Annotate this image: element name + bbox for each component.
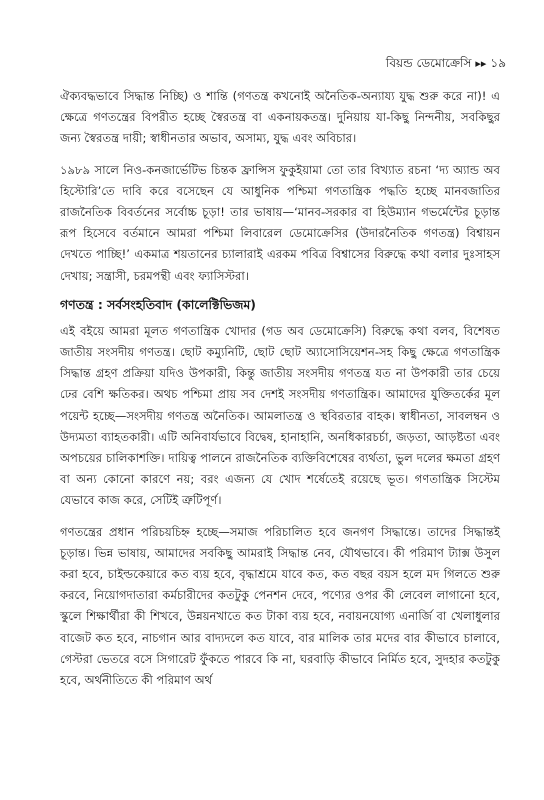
header-separator-icon: ▸▸ bbox=[475, 57, 487, 70]
header-book-title: বিয়ন্ড ডেমোক্রেসি bbox=[385, 56, 472, 70]
header-page-number: ১৯ bbox=[490, 56, 506, 70]
paragraph-1: ঐক্যবদ্ধভাবে সিদ্ধান্ত নিচ্ছি) ও শান্তি (গণতন্ত্র কখনোই অনৈতিক-অন্যায্য যুদ্ধ শুরু করে না)! এ ক্ষেত্রে গণতন্ত্রের বিপরীত হচ্ছে স্বৈরতন্ত্র বা একনায়কতন্ত্র। দুনিয়ায় যা-কিছু নিন্দনীয়, সবকিছুর জন্য স্বৈরতন্ত্র দায়ী; স্বাধীনতার অভাব, অসাম্য, যুদ্ধ এবং অবিচার। bbox=[60, 89, 500, 146]
paragraph-2: ১৯৮৯ সালে নিও-কনজার্ভেটিভ চিন্তক ফ্রান্সিস ফুকুইয়ামা তো তার বিখ্যাত রচনা ‘দ্য অ্যান্ড অব হিস্টোরি’তে দাবি করে বসেছেন যে আধুনিক পশ্চিমা গণতান্ত্রিক পদ্ধতি হচ্ছে মানবজাতির রাজনৈতিক বিবর্তনের সর্বোচ্চ চূড়া! তার ভাষায়—‘মানব-সরকার বা হিউম্যান গভর্মেন্টের চূড়ান্ত রূপ হিসেবে বর্তমানে আমরা পশ্চিমা লিবারেল ডেমোক্রেসির (উদারনৈতিক গণতন্ত্র) বিশ্বায়ন দেখতে পাচ্ছি!’ একমাত্র শয়তানের চ্যালারাই এরকম পবিত্র বিশ্বাসের বিরুদ্ধে কথা বলার দুঃসাহস দেখায়; সন্ত্রাসী, চরমপন্থী এবং ফ্যাসিস্টরা। bbox=[60, 162, 500, 283]
running-header bbox=[386, 56, 506, 71]
paragraph-4: গণতন্ত্রের প্রধান পরিচয়চিহ্ন হচ্ছে—সমাজ পরিচালিত হবে জনগণ সিদ্ধান্তে। তাদের সিদ্ধান্তই চূড়ান্ত। ভিন্ন ভাষায়, আমাদের সবকিছু আমরাই সিদ্ধান্ত নেব, যৌথভাবে। কী পরিমাণ ট্যাক্স উসুল করা হবে, চাইল্ডকেয়ারে কত ব্যয় হবে, বৃদ্ধাশ্রমে যাবে কত, কত বছর বয়স হলে মদ গিলতে শুরু করবে, নিয়োগদাতারা কর্মচারীদের কতটুকু পেনশন দেবে, পণ্যের ওপর কী লেবেল লাগানো হবে, স্কুলে শিক্ষার্থীরা কী শিখবে, উন্নয়নখাতে কত টাকা ব্যয় হবে, নবায়নযোগ্য এনার্জি বা খেলাধুলার বাজেট কত হবে, নাচগান আর বাদ্যদলে কত যাবে, বার মালিক তার মদের বার কীভাবে চালাবে, গেস্টরা ভেতরে বসে সিগারেট ফুঁকতে পারবে কি না, ঘরবাড়ি কীভাবে নির্মিত হবে, সুদহার কতটুকু হবে, অর্থনীতিতে কী পরিমাণ অর্থ bbox=[60, 524, 500, 688]
section-heading: গণতন্ত্র : সর্বসংহতিবাদ (কালেক্টিভিজম) bbox=[60, 296, 256, 312]
paragraph-3: এই বইয়ে আমরা মূলত গণতান্ত্রিক খোদার (গড অব ডেমোক্রেসি) বিরুদ্ধে কথা বলব, বিশেষত জাতীয় সংসদীয় গণতন্ত্র। ছোট কম্যুনিটি, ছোট ছোট অ্যাসোসিয়েশন-সহ কিছু ক্ষেত্রে গণতান্ত্রিক সিদ্ধান্ত গ্রহণ প্রক্রিয়া যদিও উপকারী, কিন্তু জাতীয় সংসদীয় গণতন্ত্র যত না উপকারী তার চেয়ে ঢের বেশি ক্ষতিকর। অথচ পশ্চিমা প্রায় সব দেশই সংসদীয় গণতান্ত্রিক। আমাদের যুক্তিতর্কের মূল পয়েন্ট হচ্ছে—সংসদীয় গণতন্ত্র অনৈতিক। আমলাতন্ত্র ও স্থবিরতার বাহক। স্বাধীনতা, সাবলম্বন ও উদ্যমতা ব্যাহতকারী। এটি অনিবার্যভাবে বিদ্বেষ, হানাহানি, অনধিকারচর্চা, জড়তা, আড়ষ্টতা এবং অপচয়ের চালিকাশক্তি। দায়িত্ব পালনে রাজনৈতিক ব্যক্তিবিশেষের ব্যর্থতা, ভুল দলের ক্ষমতা গ্রহণ বা অন্য কোনো কারণে নয়; বরং এজন্য যে খোদ শর্ষেতেই রয়েছে ভূত। গণতান্ত্রিক সিস্টেম যেভাবে কাজ করে, সেটিই ত্রুটিপূর্ণ। bbox=[60, 323, 500, 508]
page-body bbox=[60, 86, 500, 691]
